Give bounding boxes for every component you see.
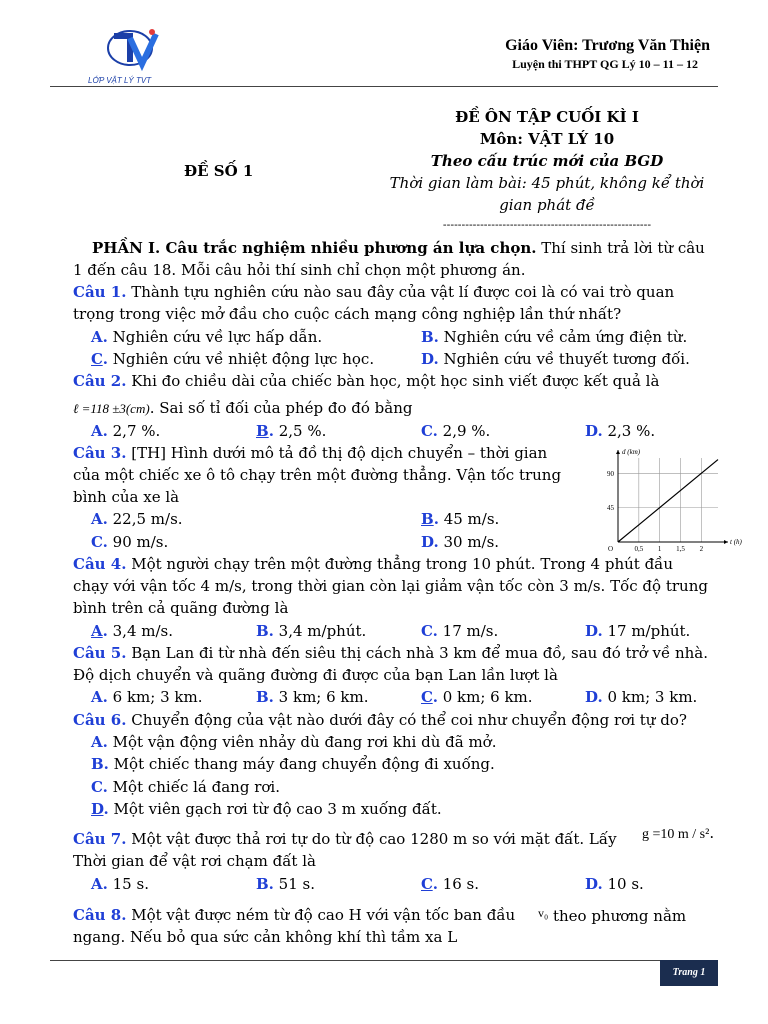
structure-note: Theo cấu trúc mới của BGD [430, 152, 664, 170]
q4-stem [73, 553, 673, 575]
q8-stem [73, 904, 515, 926]
q2-option-d[interactable]: D. 2,3 %. [585, 422, 656, 440]
subject: Môn: VẬT LÝ 10 [479, 130, 615, 148]
logo-text: LỚP VẬT LÝ TVT [88, 76, 152, 85]
part1-instruction-cont: 1 đến câu 18. Mỗi câu hỏi thí sinh chỉ chọn một phương án. [73, 261, 526, 279]
q8-formula-wrap: $^{v_0}$ theo phương nằm [538, 906, 687, 925]
q5-option-a[interactable]: A. 6 km; 3 km. [91, 688, 203, 706]
q1-text-cont: trọng trong việc mở đầu cho cuộc cách mạng công nghiệp lần thứ nhất? [73, 305, 622, 323]
q3-text-cont2: bình của xe là [73, 488, 180, 506]
q7-option-b[interactable]: B. 51 s. [256, 875, 315, 893]
q2-option-b[interactable]: B. 2,5 %. [256, 422, 327, 440]
q5-option-c[interactable]: C. 0 km; 6 km. [421, 688, 533, 706]
q2-label: Câu 2. [73, 372, 127, 390]
x-axis-arrow [724, 540, 728, 544]
q8-text-cont: ngang. Nếu bỏ qua sức cản không khí thì tầm xa L [73, 928, 458, 946]
divider: -------------------------------------------------------- [442, 218, 652, 231]
header-rule [50, 86, 718, 87]
x-tick-label-3: 2 [699, 545, 704, 553]
q2-option-c[interactable]: C. 2,9 %. [421, 422, 491, 440]
q2-option-a[interactable]: A. 2,7 %. [91, 422, 161, 440]
x-axis-label: t (h) [730, 538, 742, 546]
x-tick-label-0: 0,5 [634, 545, 644, 553]
q2-formula: ℓ =118 ±3(cm) [73, 401, 150, 416]
y-tick-label-0: 45 [607, 504, 614, 513]
series-line-0 [618, 460, 718, 542]
exam-title: ĐỀ ÔN TẬP CUỐI KÌ I [455, 108, 639, 126]
q7-option-d[interactable]: D. 10 s. [585, 875, 644, 893]
q3-option-d[interactable]: D. 30 m/s. [421, 533, 500, 551]
origin-label: O [608, 545, 614, 553]
q3-option-a[interactable]: A. 22,5 m/s. [91, 510, 183, 528]
q4-option-b[interactable]: B. 3,4 m/phút. [256, 622, 367, 640]
q4-option-d[interactable]: D. 17 m/phút. [585, 622, 691, 640]
time-note-cont: gian phát đề [499, 196, 595, 214]
q3-text: [TH] Hình dưới mô tả đồ thị độ dịch chuyển – thời gian [126, 444, 548, 462]
x-tick-label-1: 1 [657, 545, 662, 553]
logo [88, 26, 180, 86]
teacher-name: Giáo Viên: Trương Văn Thiện [505, 37, 710, 54]
q1-option-c[interactable]: C. Nghiên cứu về nhiệt động lực học. [91, 350, 375, 368]
q5-text-cont: Độ dịch chuyển và quãng đường đi được của bạn Lan lần lượt là [73, 666, 558, 684]
q8-label: Câu 8. [73, 906, 127, 924]
q4-text-cont: chạy với vận tốc 4 m/s, trong thời gian còn lại giảm vận tốc còn 3 m/s. Tốc độ trung [73, 577, 708, 595]
y-axis-label: d (km) [622, 448, 641, 456]
q7-formula: g =10 m / s² [642, 827, 710, 842]
q3-text-cont: của một chiếc xe ô tô chạy trên một đường thẳng. Vận tốc trung [73, 466, 562, 484]
q3-displacement-time-chart [596, 444, 742, 554]
q1-option-b[interactable]: B. Nghiên cứu về cảm ứng điện từ. [421, 328, 688, 346]
q1-text: Thành tựu nghiên cứu nào sau đây của vật lí được coi là có vai trò quan [126, 283, 675, 301]
q7-stem [73, 828, 617, 850]
q4-text-cont2: bình trên cả quãng đường là [73, 599, 289, 617]
q1-option-a[interactable]: A. Nghiên cứu về lực hấp dẫn. [91, 328, 323, 346]
q8-formula: v₀ [538, 906, 549, 920]
part1-heading: PHẦN I. Câu trắc nghiệm nhiều phương án lựa chọn. [92, 239, 537, 257]
q1-label: Câu 1. [73, 283, 127, 301]
footer-rule [50, 960, 718, 961]
y-axis-arrow [616, 450, 620, 454]
q3-option-c[interactable]: C. 90 m/s. [91, 533, 169, 551]
part1-instruction: Thí sinh trả lời từ câu [536, 239, 705, 257]
part1-line-1 [92, 237, 705, 259]
q7-label: Câu 7. [73, 830, 127, 848]
q6-option-c[interactable]: C. Một chiếc lá đang rơi. [91, 778, 280, 796]
q6-option-b[interactable]: B. Một chiếc thang máy đang chuyển động đi xuống. [91, 755, 495, 773]
q1-stem [73, 281, 674, 303]
q5-text: Bạn Lan đi từ nhà đến siêu thị cách nhà 3 km để mua đồ, sau đó trở về nhà. [126, 644, 708, 662]
q4-label: Câu 4. [73, 555, 127, 573]
q8-text: Một vật được ném từ độ cao H với vận tốc ban đầu [126, 906, 516, 924]
time-note: Thời gian làm bài: 45 phút, không kể thời [389, 174, 705, 192]
q7-text: Một vật được thả rơi tự do từ độ cao 1280 m so với mặt đất. Lấy [126, 830, 617, 848]
q4-option-c[interactable]: C. 17 m/s. [421, 622, 499, 640]
q1-option-d[interactable]: D. Nghiên cứu về thuyết tương đối. [421, 350, 690, 368]
q6-label: Câu 6. [73, 711, 127, 729]
y-tick-label-1: 90 [607, 469, 614, 478]
q7-formula-wrap: g =10 m / s². [642, 824, 715, 842]
q2-stem [73, 370, 659, 392]
course-name: Luyện thi THPT QG Lý 10 – 11 – 12 [512, 57, 698, 71]
q4-option-a[interactable]: A. 3,4 m/s. [91, 622, 174, 640]
q2-text-cont: ℓ =118 ±3(cm). Sai số tỉ đối của phép đo đó bằng [73, 399, 413, 417]
exam-number: ĐỀ SỐ 1 [184, 162, 254, 180]
q2-text: Khi đo chiều dài của chiếc bàn học, một học sinh viết được kết quả là [126, 372, 660, 390]
q4-text: Một người chạy trên một đường thẳng trong 10 phút. Trong 4 phút đầu [126, 555, 674, 573]
q3-label: Câu 3. [73, 444, 127, 462]
q5-label: Câu 5. [73, 644, 127, 662]
q5-option-b[interactable]: B. 3 km; 6 km. [256, 688, 369, 706]
page-number-badge [660, 960, 718, 986]
q7-option-a[interactable]: A. 15 s. [91, 875, 149, 893]
q6-option-d[interactable]: D. Một viên gạch rơi từ độ cao 3 m xuống đất. [91, 800, 442, 818]
x-tick-label-2: 1,5 [676, 545, 685, 553]
logo-emblem-icon [100, 26, 180, 74]
page-number: Trang 1 [672, 967, 706, 978]
q3-option-b[interactable]: B. 45 m/s. [421, 510, 500, 528]
q6-option-a[interactable]: A. Một vận động viên nhảy dù đang rơi khi dù đã mở. [91, 733, 497, 751]
q5-stem [73, 642, 708, 664]
q7-text-cont: Thời gian để vật rơi chạm đất là [73, 852, 316, 870]
q7-option-c[interactable]: C. 16 s. [421, 875, 480, 893]
q6-stem [73, 709, 687, 731]
q6-text: Chuyển động của vật nào dưới đây có thể coi như chuyển động rơi tự do? [126, 711, 687, 729]
title-block [380, 106, 714, 234]
q3-stem [73, 442, 547, 464]
q5-option-d[interactable]: D. 0 km; 3 km. [585, 688, 698, 706]
